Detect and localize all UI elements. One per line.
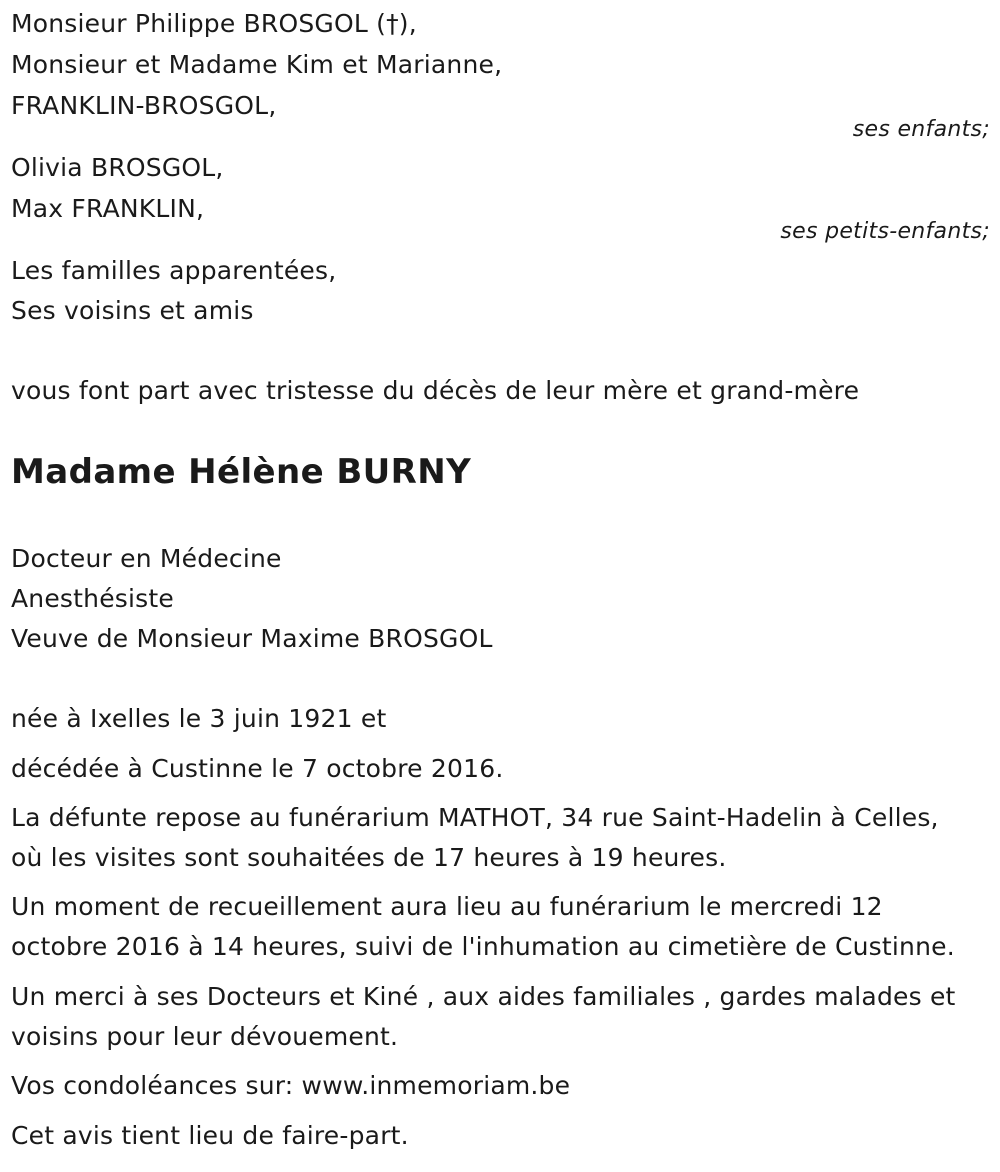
repose-line-1: La défunte repose au funérarium MATHOT, 34 rue Saint-Hadelin à Celles, bbox=[11, 803, 939, 832]
notice-line: Cet avis tient lieu de faire-part. bbox=[11, 1121, 409, 1150]
ceremony-line-2: octobre 2016 à 14 heures, suivi de l'inhumation au cimetière de Custinne. bbox=[11, 932, 955, 961]
grandchild-line-2: Max FRANKLIN, bbox=[11, 194, 205, 223]
child-line-1: Monsieur Philippe BROSGOL (†), bbox=[11, 9, 417, 38]
child-line-3: FRANKLIN-BROSGOL, bbox=[11, 91, 277, 120]
birth-line: née à Ixelles le 3 juin 1921 et bbox=[11, 704, 387, 733]
child-line-2: Monsieur et Madame Kim et Marianne, bbox=[11, 50, 503, 79]
ceremony-line-1: Un moment de recueillement aura lieu au funérarium le mercredi 12 bbox=[11, 892, 883, 921]
condolences-line: Vos condoléances sur: www.inmemoriam.be bbox=[11, 1071, 571, 1100]
relatives-line: Les familles apparentées, bbox=[11, 256, 337, 285]
title-line-2: Anesthésiste bbox=[11, 584, 174, 613]
grandchild-line-1: Olivia BROSGOL, bbox=[11, 153, 224, 182]
grandchildren-label: ses petits-enfants; bbox=[780, 219, 990, 244]
announcement-text: vous font part avec tristesse du décès de leur mère et grand-mère bbox=[11, 376, 860, 405]
title-line-3: Veuve de Monsieur Maxime BROSGOL bbox=[11, 624, 493, 653]
deceased-name: Madame Hélène BURNY bbox=[11, 452, 472, 492]
title-line-1: Docteur en Médecine bbox=[11, 544, 282, 573]
children-label: ses enfants; bbox=[852, 117, 990, 142]
thanks-line-2: voisins pour leur dévouement. bbox=[11, 1022, 399, 1051]
repose-line-2: où les visites sont souhaitées de 17 heures à 19 heures. bbox=[11, 843, 727, 872]
neighbours-line: Ses voisins et amis bbox=[11, 296, 254, 325]
death-line: décédée à Custinne le 7 octobre 2016. bbox=[11, 754, 504, 783]
thanks-line-1: Un merci à ses Docteurs et Kiné , aux aides familiales , gardes malades et bbox=[11, 982, 956, 1011]
